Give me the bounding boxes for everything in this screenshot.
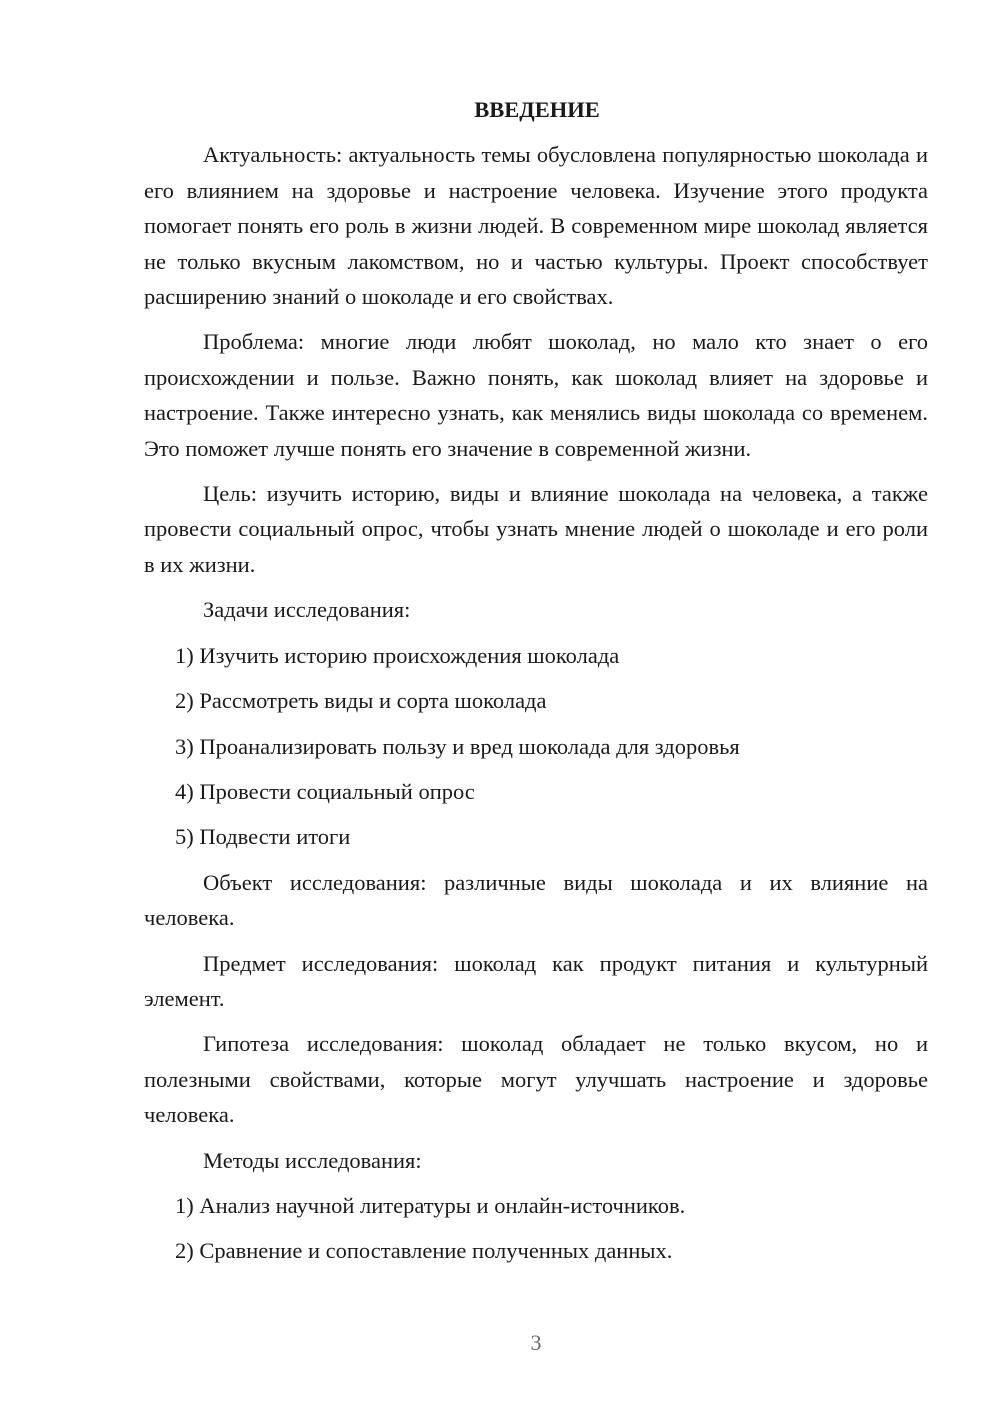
- list-item: 1) Изучить историю происхождения шоколада: [175, 642, 620, 668]
- methods-heading: Методы исследования:: [203, 1147, 422, 1173]
- list-item: 4) Провести социальный опрос: [175, 778, 475, 804]
- list-item: 1) Анализ научной литературы и онлайн-источников.: [175, 1192, 686, 1218]
- problem-paragraph: Проблема: многие люди любят шоколад, но мало кто знает о его происхождении и пользе. Важно понять, как шоколад влияет на здоровье и настроение. Также интересно узнать, как менялись виды шоколада со временем. Это поможет лучше понять его значение в современной жизни.: [144, 329, 928, 461]
- document-page: [144, 92, 928, 1279]
- object-paragraph: Объект исследования: различные виды шоколада и их влияние на человека.: [144, 869, 928, 931]
- subject-paragraph: Предмет исследования: шоколад как продукт питания и культурный элемент.: [144, 950, 928, 1011]
- methods-list: [144, 1188, 928, 1269]
- section-title: ВВЕДЕНИЕ: [474, 97, 600, 122]
- list-item: 5) Подвести итоги: [175, 824, 351, 850]
- goal-paragraph: Цель: изучить историю, виды и влияние шоколада на человека, а также провести социальный опрос, чтобы узнать мнение людей о шоколаде и его роли в их жизни.: [144, 481, 928, 577]
- list-item: 2) Рассмотреть виды и сорта шоколада: [175, 688, 547, 714]
- list-item: 3) Проанализировать пользу и вред шоколада для здоровья: [175, 733, 740, 759]
- tasks-heading: Задачи исследования:: [203, 597, 411, 623]
- tasks-list: [144, 638, 928, 855]
- page-number: 3: [530, 1330, 542, 1355]
- list-item: 2) Сравнение и сопоставление полученных данных.: [175, 1238, 673, 1264]
- relevance-paragraph: Актуальность: актуальность темы обусловлена популярностью шоколада и его влиянием на здоровье и настроение человека. Изучение этого продукта помогает понять его роль в жизни людей. В современном мире шоколад является не только вкусным лакомством, но и частью культуры. Проект способствует расширению знаний о шоколаде и его свойствах.: [144, 142, 928, 310]
- hypothesis-paragraph: Гипотеза исследования: шоколад обладает не только вкусом, но и полезными свойствами, которые могут улучшать настроение и здоровье человека.: [144, 1031, 928, 1128]
